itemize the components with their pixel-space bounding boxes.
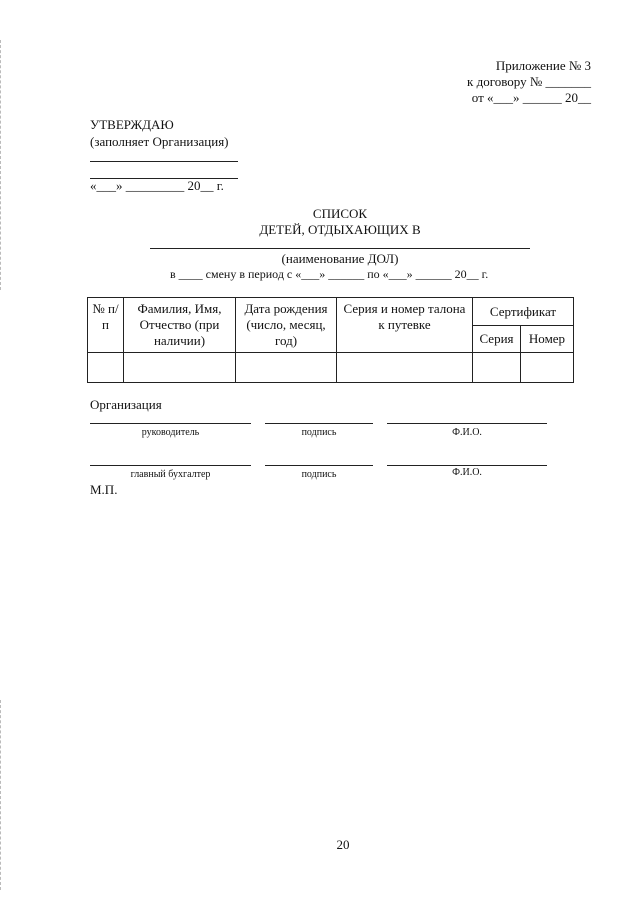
- accountant-fio-line: [387, 465, 547, 466]
- organization-label: Организация: [90, 397, 162, 412]
- cell-number[interactable]: [88, 353, 124, 383]
- camp-name-caption: (наименование ДОЛ): [281, 251, 399, 266]
- cell-cert-series[interactable]: [473, 353, 521, 383]
- header-certificate: Сертификат: [473, 298, 574, 326]
- header-ticket: Серия и номер талона к путевке: [337, 298, 473, 353]
- header-cert-series: Серия: [473, 326, 521, 353]
- approve-date: «___» _________ 20__ г.: [90, 178, 224, 193]
- cell-cert-number[interactable]: [521, 353, 574, 383]
- header-full-name: Фамилия, Имя, Отчество (при наличии): [124, 298, 236, 353]
- approve-title: УТВЕРЖДАЮ: [90, 117, 174, 132]
- director-caption: руководитель: [141, 427, 200, 438]
- appendix-line-1: Приложение № 3: [495, 58, 591, 73]
- appendix-line-2: к договору № _______: [467, 74, 591, 89]
- director-fio-caption: Ф.И.О.: [452, 427, 482, 438]
- accountant-sign-caption: подпись: [301, 469, 337, 480]
- camp-name-line: [150, 248, 530, 249]
- children-table: [87, 297, 574, 383]
- table-row: [88, 353, 574, 383]
- appendix-line-3: от «___» ______ 20__: [471, 90, 591, 105]
- cell-full-name[interactable]: [124, 353, 236, 383]
- approve-line-1: [90, 161, 238, 162]
- page-number: 20: [336, 837, 350, 852]
- header-number: № п/п: [88, 298, 124, 353]
- accountant-line: [90, 465, 251, 466]
- list-title: СПИСОК: [312, 206, 368, 221]
- director-sign-line: [265, 423, 373, 424]
- list-subtitle: ДЕТЕЙ, ОТДЫХАЮЩИХ В: [259, 222, 421, 237]
- accountant-caption: главный бухгалтер: [130, 469, 211, 480]
- director-line: [90, 423, 251, 424]
- director-fio-line: [387, 423, 547, 424]
- approve-note: (заполняет Организация): [90, 134, 229, 149]
- header-birth-date: Дата рождения (число, месяц, год): [236, 298, 337, 353]
- accountant-sign-line: [265, 465, 373, 466]
- cell-ticket[interactable]: [337, 353, 473, 383]
- period-line: в ____ смену в период с «___» ______ по «___» ______ 20__ г.: [170, 267, 489, 281]
- accountant-fio-caption: Ф.И.О.: [452, 467, 482, 478]
- header-cert-number: Номер: [521, 326, 574, 353]
- scan-edge-bottom: [0, 700, 1, 890]
- cell-birth-date[interactable]: [236, 353, 337, 383]
- stamp-place: М.П.: [90, 482, 118, 497]
- director-sign-caption: подпись: [301, 427, 337, 438]
